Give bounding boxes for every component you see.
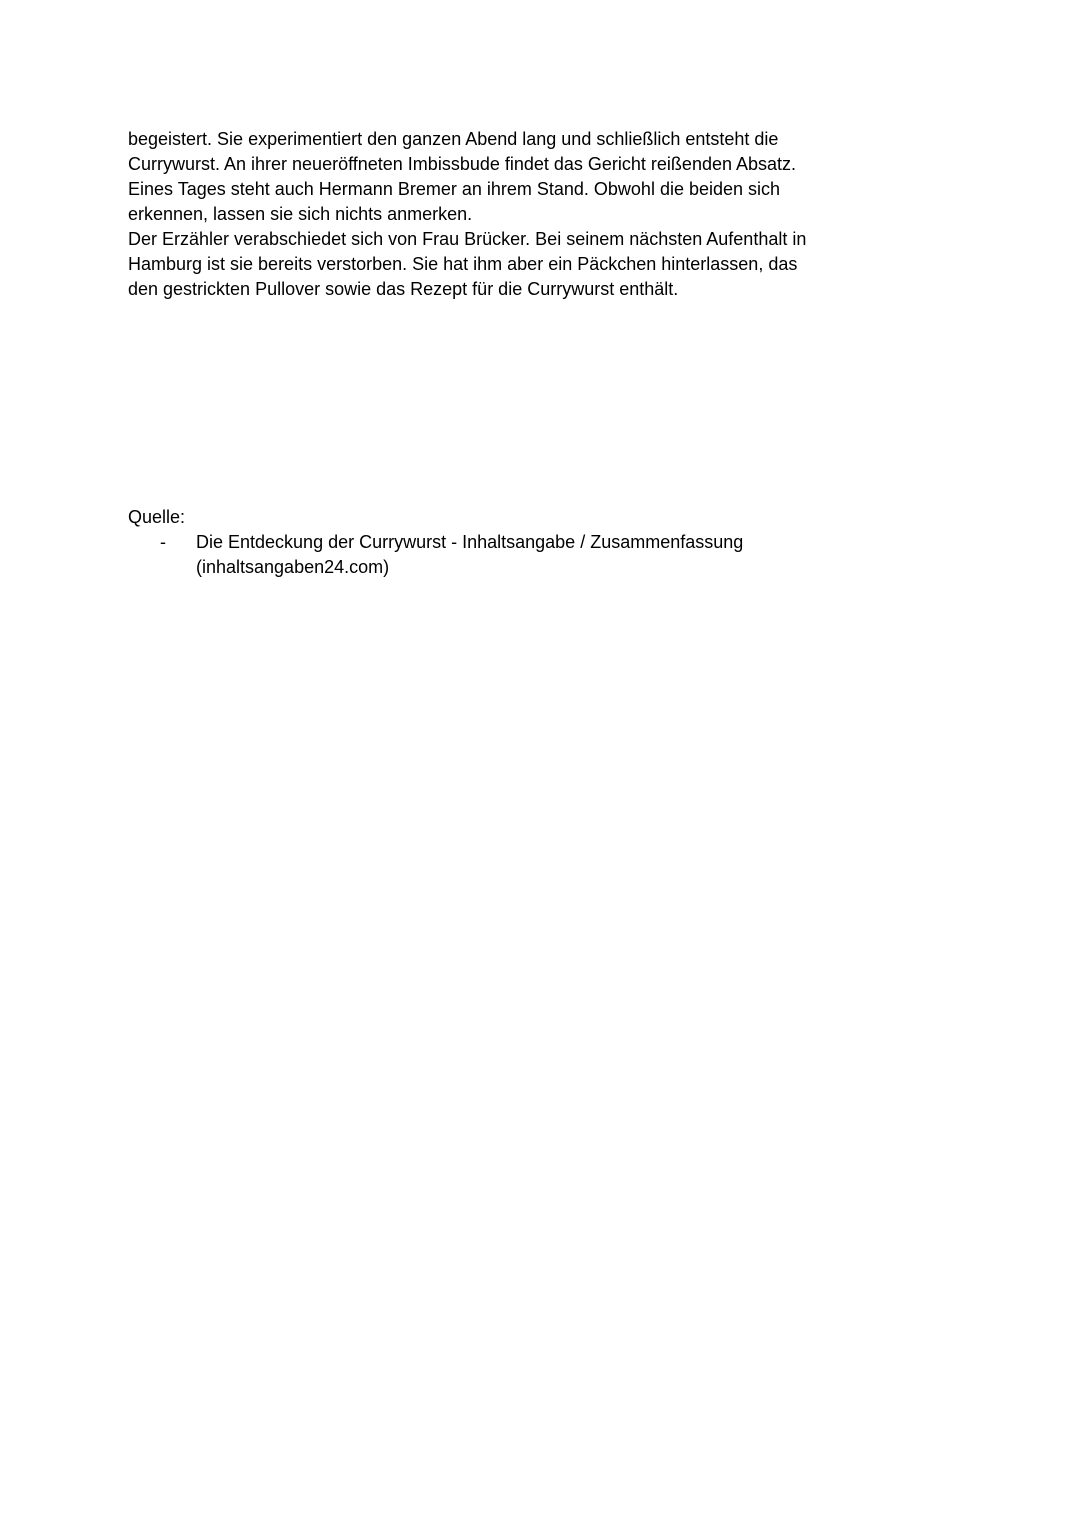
source-list-item (128, 530, 973, 580)
source-citation (196, 530, 743, 580)
source-section (128, 505, 973, 580)
body-text-line: Der Erzähler verabschiedet sich von Frau Brücker. Bei seinem nächsten Aufenthalt in (128, 229, 807, 249)
list-bullet-dash: - (160, 532, 166, 552)
source-label: Quelle: (128, 507, 186, 527)
source-citation-line: Die Entdeckung der Currywurst - Inhaltsangabe / Zusammenfassung (196, 532, 744, 552)
body-text-line: Eines Tages steht auch Hermann Bremer an ihrem Stand. Obwohl die beiden sich (128, 179, 781, 199)
body-text-line: erkennen, lassen sie sich nichts anmerken. (128, 204, 473, 224)
body-text-line: begeistert. Sie experimentiert den ganzen Abend lang und schließlich entsteht die (128, 129, 779, 149)
source-citation-line: (inhaltsangaben24.com) (196, 557, 390, 577)
body-text-line: Currywurst. An ihrer neueröffneten Imbissbude findet das Gericht reißenden Absatz. (128, 154, 797, 174)
body-text-line: den gestrickten Pullover sowie das Rezept für die Currywurst enthält. (128, 279, 679, 299)
summary-paragraphs (128, 127, 973, 302)
body-text-line: Hamburg ist sie bereits verstorben. Sie hat ihm aber ein Päckchen hinterlassen, das (128, 254, 798, 274)
